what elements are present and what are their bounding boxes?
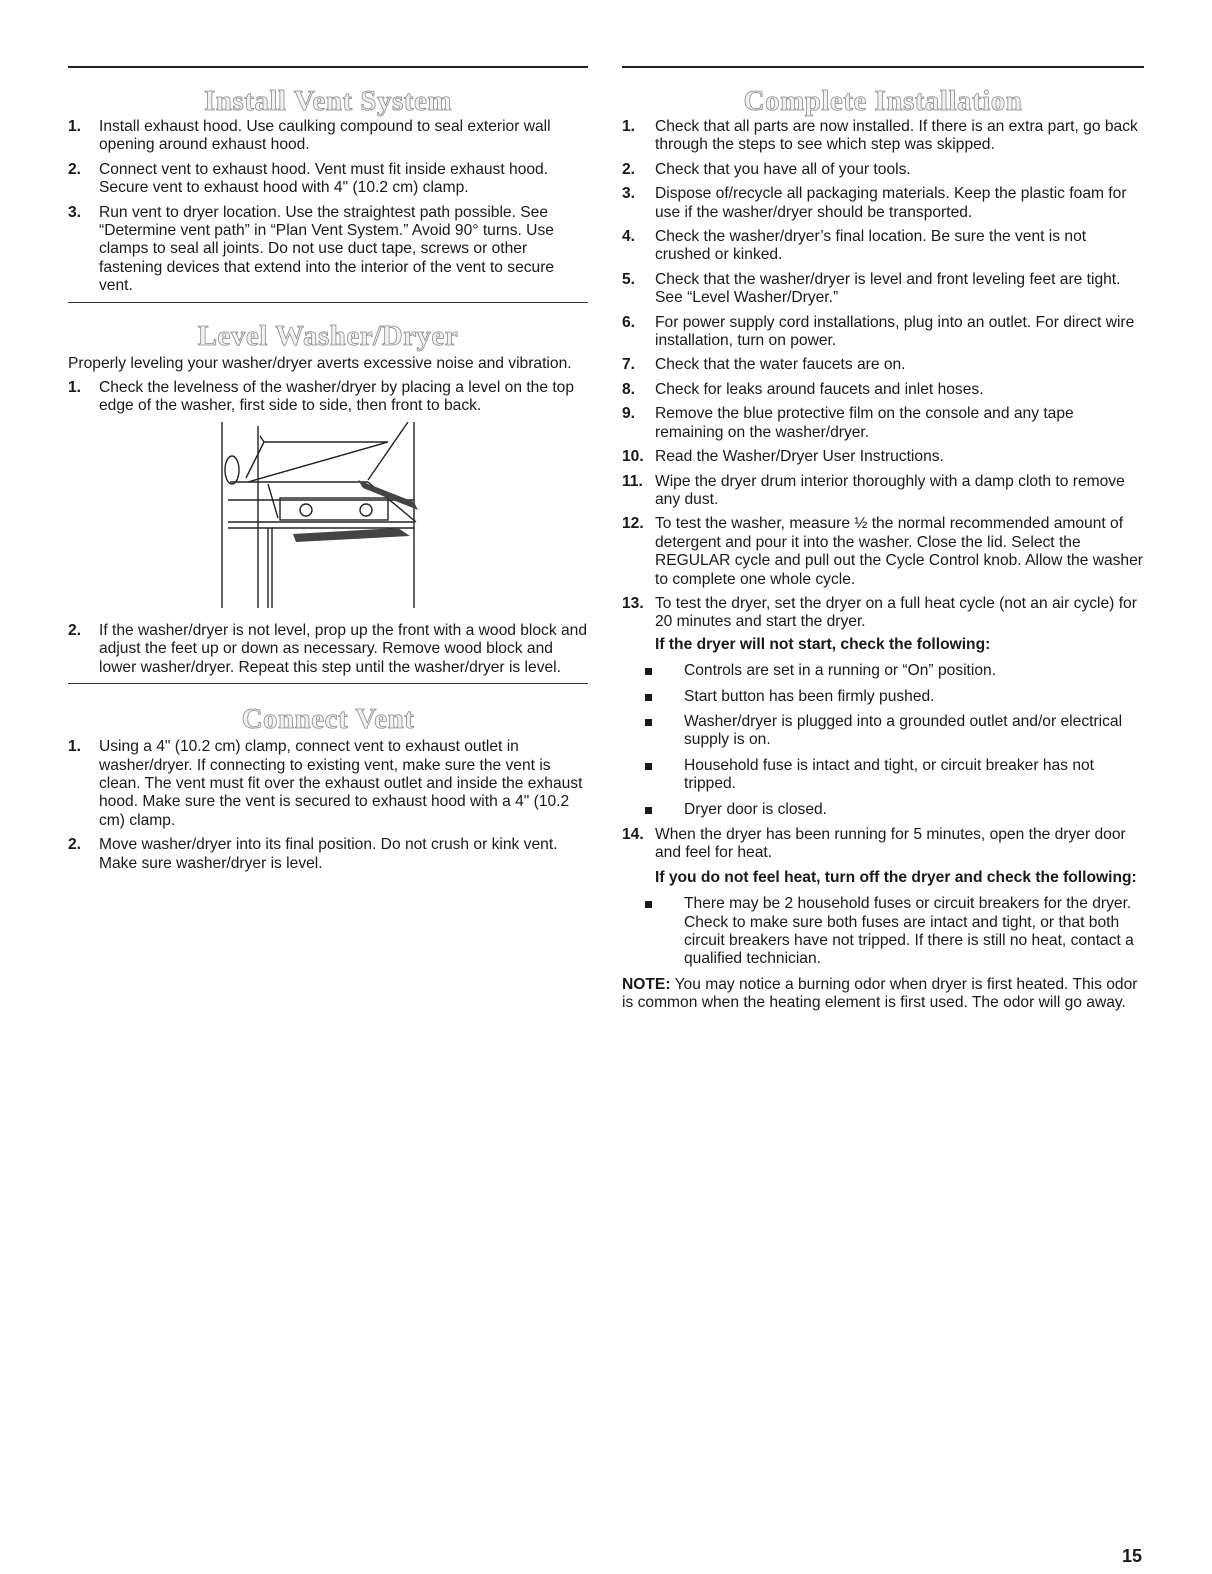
note-paragraph <box>622 976 1144 1013</box>
list-item: 2. Move washer/dryer into its final position. Do not crush or kink vent. Make sure washer/dryer is level. <box>68 836 558 872</box>
list-item: 11. Wipe the dryer drum interior thoroughly with a damp cloth to remove any dust. <box>622 472 1125 508</box>
list-item: Dryer door is closed. <box>622 801 1144 819</box>
list-item: 7. Check that the water faucets are on. <box>622 356 906 374</box>
note-label: NOTE: <box>622 975 671 993</box>
bullet-icon <box>645 901 652 908</box>
list-item: 4. Check the washer/dryer’s final location. Be sure the vent is not crushed or kinked. <box>622 228 1087 264</box>
list-item: There may be 2 household fuses or circuit breakers for the dryer. Check to make sure both fuses are intact and tight, or that both circuit breakers have not tripped. If there is still no heat, contact a qualified technician. <box>622 895 1144 969</box>
list-item: 1. Install exhaust hood. Use caulking compound to seal exterior wall opening around exhaust hood. <box>68 118 551 154</box>
section-rule <box>68 683 588 684</box>
bullet-icon <box>645 694 652 701</box>
right-column <box>622 0 1144 1013</box>
level-intro: Properly leveling your washer/dryer averts excessive noise and vibration. <box>68 354 572 372</box>
bullet-icon <box>645 807 652 814</box>
bullet-icon <box>645 668 652 675</box>
check-heading-no-heat: If you do not feel heat, turn off the dryer and check the following: <box>655 868 1137 886</box>
list-item: 9. Remove the blue protective film on the console and any tape remaining on the washer/dryer. <box>622 405 1074 441</box>
bullet-icon <box>645 719 652 726</box>
list-item: 2. Connect vent to exhaust hood. Vent must fit inside exhaust hood. Secure vent to exhaust hood with 4" (10.2 cm) clamp. <box>68 160 549 197</box>
install-vent-steps <box>68 118 588 296</box>
section-rule <box>68 302 588 303</box>
list-item: Start button has been firmly pushed. <box>622 688 1144 706</box>
list-item: Washer/dryer is plugged into a grounded outlet and/or electrical supply is on. <box>622 713 1144 750</box>
washer-dryer-level-illustration <box>68 422 588 612</box>
list-item: 6. For power supply cord installations, plug into an outlet. For direct wire installation, turn on power. <box>622 313 1135 350</box>
level-steps <box>68 379 588 416</box>
connect-vent-heading: Connect Vent <box>241 703 415 736</box>
list-item: 12. To test the washer, measure ½ the normal recommended amount of detergent and pour it into the washer. Close the lid. Select the REGULAR cycle and pull out the Cycle Control knob. Allow the washer to complete one whole cycle. <box>622 515 1143 588</box>
level-steps-continued <box>68 622 588 677</box>
note-text: You may notice a burning odor when dryer is first heated. This odor is common when the heating element is first used. The odor will go away. <box>622 975 1138 1012</box>
list-item: 1. Using a 4" (10.2 cm) clamp, connect vent to exhaust outlet in washer/dryer. If connecting to existing vent, make sure the vent is clean. The vent must fit over the exhaust outlet and inside the exhaust hood. Make sure the vent is secured to exhaust hood with a 4" (10.2 cm) clamp. <box>68 738 583 829</box>
left-column <box>68 0 588 879</box>
no-start-checklist <box>622 662 1144 819</box>
section-rule <box>68 66 588 68</box>
no-heat-checklist <box>622 895 1144 969</box>
connect-vent-steps <box>68 738 588 873</box>
list-item: 5. Check that the washer/dryer is level and front leveling feet are tight. See “Level Washer/Dryer.” <box>622 270 1121 307</box>
page-number: 15 <box>1122 1546 1143 1566</box>
level-heading: Level Washer/Dryer <box>197 319 459 352</box>
list-item: 8. Check for leaks around faucets and inlet hoses. <box>622 380 984 398</box>
bullet-icon <box>645 763 652 770</box>
list-item: 14. When the dryer has been running for 5 minutes, open the dryer door and feel for heat. <box>622 826 1126 862</box>
list-item: 13. To test the dryer, set the dryer on a full heat cycle (not an air cycle) for 20 minutes and start the dryer. <box>622 594 1137 631</box>
install-vent-heading: Install Vent System <box>204 85 452 117</box>
list-item: 3. Dispose of/recycle all packaging materials. Keep the plastic foam for use if the washer/dryer should be transported. <box>622 185 1127 221</box>
list-item: 1. Check the levelness of the washer/dryer by placing a level on the top edge of the washer, first side to side, then front to back. <box>68 379 575 415</box>
list-item: 2. Check that you have all of your tools. <box>622 160 911 178</box>
list-item: 3. Run vent to dryer location. Use the straightest path possible. See “Determine vent path” in “Plan Vent System.” Avoid 90° turns. Use clamps to seal all joints. Do not use duct tape, screws or other fastening devices that extend into the interior of the vent to secure vent. <box>68 203 555 295</box>
section-rule <box>622 66 1144 68</box>
check-heading-no-start: If the dryer will not start, check the following: <box>655 635 991 653</box>
list-item: Controls are set in a running or “On” position. <box>622 662 1144 680</box>
list-item: 1. Check that all parts are now installed. If there is an extra part, go back through the steps to see which step was skipped. <box>622 118 1138 154</box>
complete-steps <box>622 118 1144 632</box>
complete-steps-continued <box>622 826 1144 863</box>
list-item: 2. If the washer/dryer is not level, prop up the front with a wood block and adjust the feet up or down as necessary. Remove wood block and lower washer/dryer. Repeat this step until the washer/dryer is level. <box>68 621 588 676</box>
list-item: 10. Read the Washer/Dryer User Instructions. <box>622 448 944 466</box>
complete-installation-heading: Complete Installation <box>743 85 1023 117</box>
list-item: Household fuse is intact and tight, or circuit breaker has not tripped. <box>622 757 1144 794</box>
